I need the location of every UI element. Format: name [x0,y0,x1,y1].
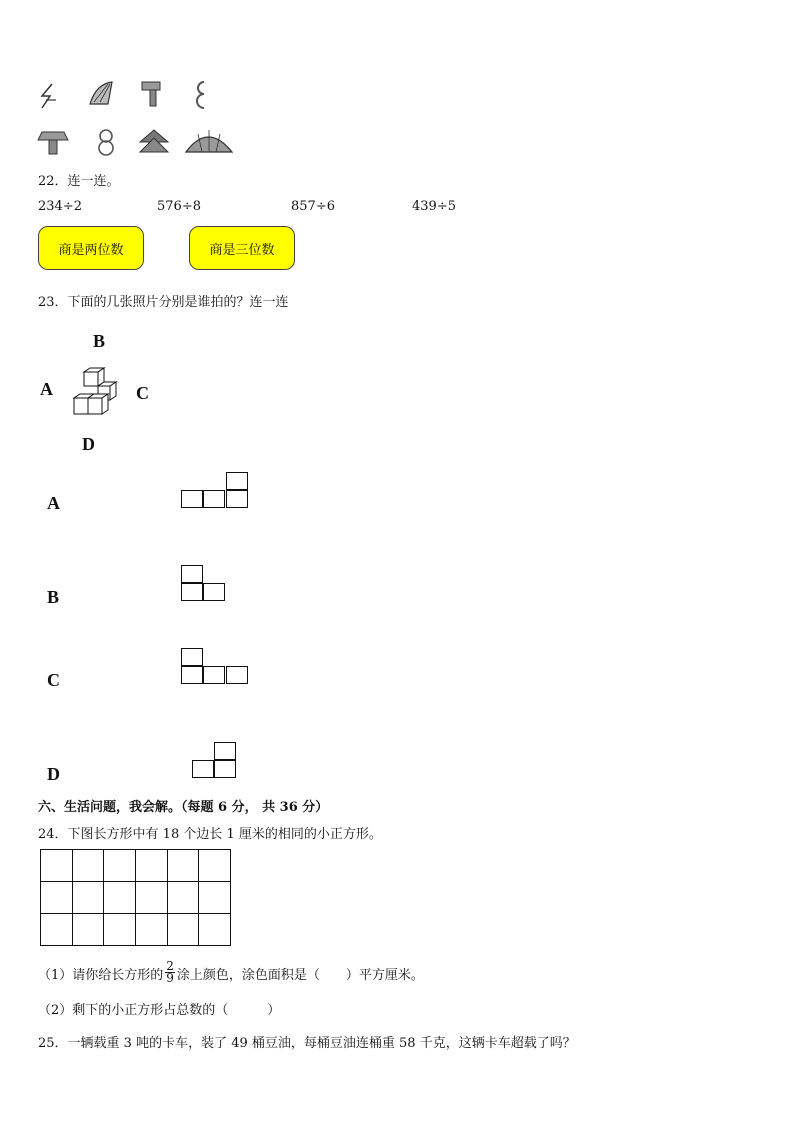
grid-cell [135,913,168,946]
direction-label-left: A [40,379,53,399]
view-b-cell [181,583,203,601]
q22-title: 22．连一连。 [38,174,120,189]
grid-cell [135,881,168,914]
view-label-c: C [47,670,60,690]
q23-title: 23．下面的几张照片分别是谁拍的？连一连 [38,295,289,310]
view-label-a: A [47,493,60,513]
view-a-cell [181,490,203,508]
view-c-cell [181,648,203,666]
grid-cell [40,881,73,914]
rectangle-grid [40,849,230,945]
view-c-cell [203,666,225,684]
grid-cell [72,849,105,882]
fraction [165,961,175,984]
grid-cell [40,849,73,882]
view-b-cell [181,565,203,583]
grid-cell [72,881,105,914]
direction-label-bottom: D [82,434,95,454]
view-label-d: D [47,764,60,784]
q24-part1-prefix: （1）请你给长方形的 [38,968,164,983]
view-a-cell [203,490,225,508]
view-a-cell [226,472,248,490]
grid-cell [103,913,136,946]
expression-4: 439÷5 [412,199,456,214]
grid-cell [167,913,200,946]
fraction-numerator: 2 [166,959,174,973]
direction-label-top: B [93,331,106,351]
q24-part2: （2）剩下的小正方形占总数的（ ） [38,1003,281,1018]
q25-title: 25．一辆载重 3 吨的卡车，装了 49 桶豆油，每桶豆油连桶重 58 千克，这辆卡车超载了吗？ [38,1036,576,1051]
cube-stack-figure [70,366,120,418]
grid-cell [103,849,136,882]
view-d-cell [214,742,236,760]
view-d-cell [214,760,236,778]
tree-icon [140,130,168,152]
view-c-cell [181,666,203,684]
lightning-figure-icon [42,84,56,108]
grid-cell [72,913,105,946]
grid-cell [40,913,73,946]
umbrella-icon [186,130,232,152]
grid-cell [135,849,168,882]
grid-cell [198,881,231,914]
q24-title: 24．下图长方形中有 18 个边长 1 厘米的相同的小正方形。 [38,827,382,842]
half-umbrella-icon [90,82,112,104]
pictogram-row-2 [38,128,238,158]
grid-cell [167,881,200,914]
q24-part1 [38,959,424,985]
expression-2: 576÷8 [157,199,201,214]
grid-cell [198,849,231,882]
figure-eight-icon [99,130,113,155]
half-figure-eight-icon [197,82,204,108]
pictogram-row-1 [38,78,218,112]
expression-3: 857÷6 [291,199,335,214]
bubble-two-digit-label: 商是两位数 [58,242,124,258]
lamp-icon [38,132,68,154]
lamp-shape-icon [142,82,160,106]
expression-1: 234÷2 [38,199,82,214]
view-b-cell [203,583,225,601]
grid-cell [167,849,200,882]
section-6-heading: 六、生活问题，我会解。（每题 6 分， 共 36 分） [38,800,329,815]
view-c-cell [226,666,248,684]
bubble-two-digit [38,226,144,270]
grid-cell [198,913,231,946]
bubble-three-digit [189,226,295,270]
view-d-cell [192,760,214,778]
grid-cell [103,881,136,914]
view-label-b: B [47,587,60,607]
q24-part1-suffix: 涂上颜色，涂色面积是（ ）平方厘米。 [176,968,424,983]
bubble-three-digit-label: 商是三位数 [209,242,275,258]
fraction-denominator: 9 [166,971,174,985]
direction-label-right: C [136,383,149,403]
view-a-cell [226,490,248,508]
